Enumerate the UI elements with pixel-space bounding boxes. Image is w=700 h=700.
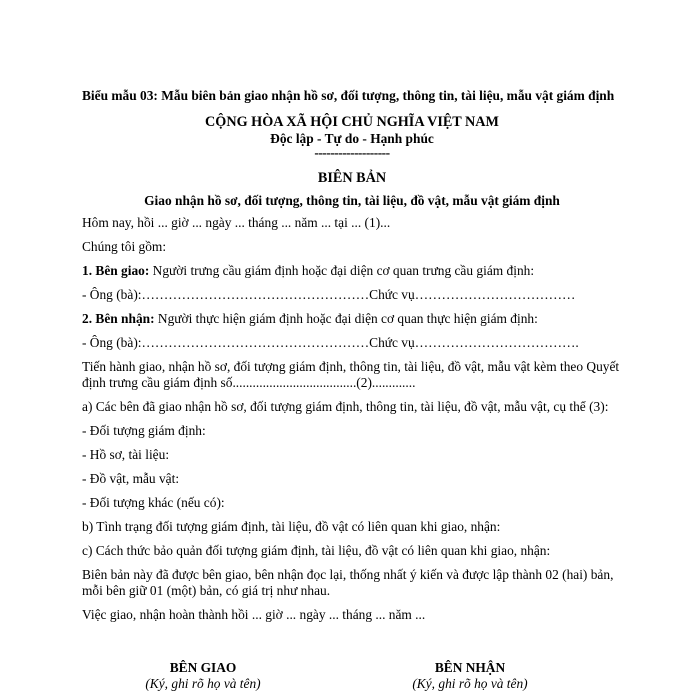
signature-receiver — [370, 660, 570, 692]
sub-item-other: - Đối tượng khác (nếu có): — [82, 495, 225, 510]
motto-divider: ------------------- — [314, 145, 390, 160]
signature-receiver-note: (Ký, ghi rõ họ và tên) — [412, 676, 528, 691]
party-receiver-label: 2. Bên nhận: — [82, 311, 155, 326]
party-receiver-desc: Người thực hiện giám định hoặc đại diện cơ quan thực hiện giám định: — [154, 311, 538, 326]
signature-giver-note: (Ký, ghi rõ họ và tên) — [145, 676, 261, 691]
form-title: Biểu mẫu 03: Mẫu biên bản giao nhận hồ sơ, đối tượng, thông tin, tài liệu, mẫu vật giám định — [82, 88, 615, 103]
party-giver-heading — [82, 263, 622, 279]
agreement-paragraph: Biên bản này đã được bên giao, bên nhận đọc lại, thống nhất ý kiến và được lập thành 02 (hai) bản, mỗi bên giữ 01 (một) bản, có giá trị như nhau. — [82, 567, 614, 598]
party-giver-label: 1. Bên giao: — [82, 263, 150, 278]
party-receiver-name-line: - Ông (bà):……………………………………………Chức vụ………………………………. — [82, 335, 579, 350]
sub-item-subject: - Đối tượng giám định: — [82, 423, 206, 438]
completion-line: Việc giao, nhận hoàn thành hồi ... giờ ... ngày ... tháng ... năm ... — [82, 607, 426, 622]
signature-giver — [103, 660, 303, 692]
signature-receiver-role: BÊN NHẬN — [434, 660, 506, 675]
national-title: CỘNG HÒA XÃ HỘI CHỦ NGHĨA VIỆT NAM — [205, 114, 499, 130]
item-c: c) Cách thức bảo quản đối tượng giám định, tài liệu, đồ vật có liên quan khi giao, nhận: — [82, 543, 551, 558]
document-title: BIÊN BẢN — [317, 170, 387, 186]
signature-giver-role: BÊN GIAO — [169, 660, 237, 675]
item-a: a) Các bên đã giao nhận hồ sơ, đối tượng giám định, thông tin, tài liệu, đồ vật, mẫu vật, cụ thể (3): — [82, 399, 609, 414]
item-b: b) Tình trạng đối tượng giám định, tài liệu, đồ vật có liên quan khi giao, nhận: — [82, 519, 501, 534]
proceed-paragraph: Tiến hành giao, nhận hồ sơ, đối tượng giám định, thông tin, tài liệu, đồ vật, mẫu vật kèm theo Quyết định trưng cầu giám định số.....................................(2)............. — [82, 359, 620, 390]
national-motto: Độc lập - Tự do - Hạnh phúc — [270, 131, 434, 146]
document-subtitle: Giao nhận hồ sơ, đối tượng, thông tin, tài liệu, đồ vật, mẫu vật giám định — [144, 193, 560, 208]
party-giver-desc: Người trưng cầu giám định hoặc đại diện cơ quan trưng cầu giám định: — [149, 263, 535, 278]
we-are-line: Chúng tôi gồm: — [82, 239, 167, 254]
sub-item-objects: - Đồ vật, mẫu vật: — [82, 471, 180, 486]
document-body — [82, 88, 622, 623]
party-giver-name-line: - Ông (bà):……………………………………………Chức vụ……………………………… — [82, 287, 576, 302]
party-receiver-heading — [82, 311, 622, 327]
sub-item-documents: - Hồ sơ, tài liệu: — [82, 447, 170, 462]
intro-line: Hôm nay, hồi ... giờ ... ngày ... tháng ... năm ... tại ... (1)... — [82, 215, 391, 230]
